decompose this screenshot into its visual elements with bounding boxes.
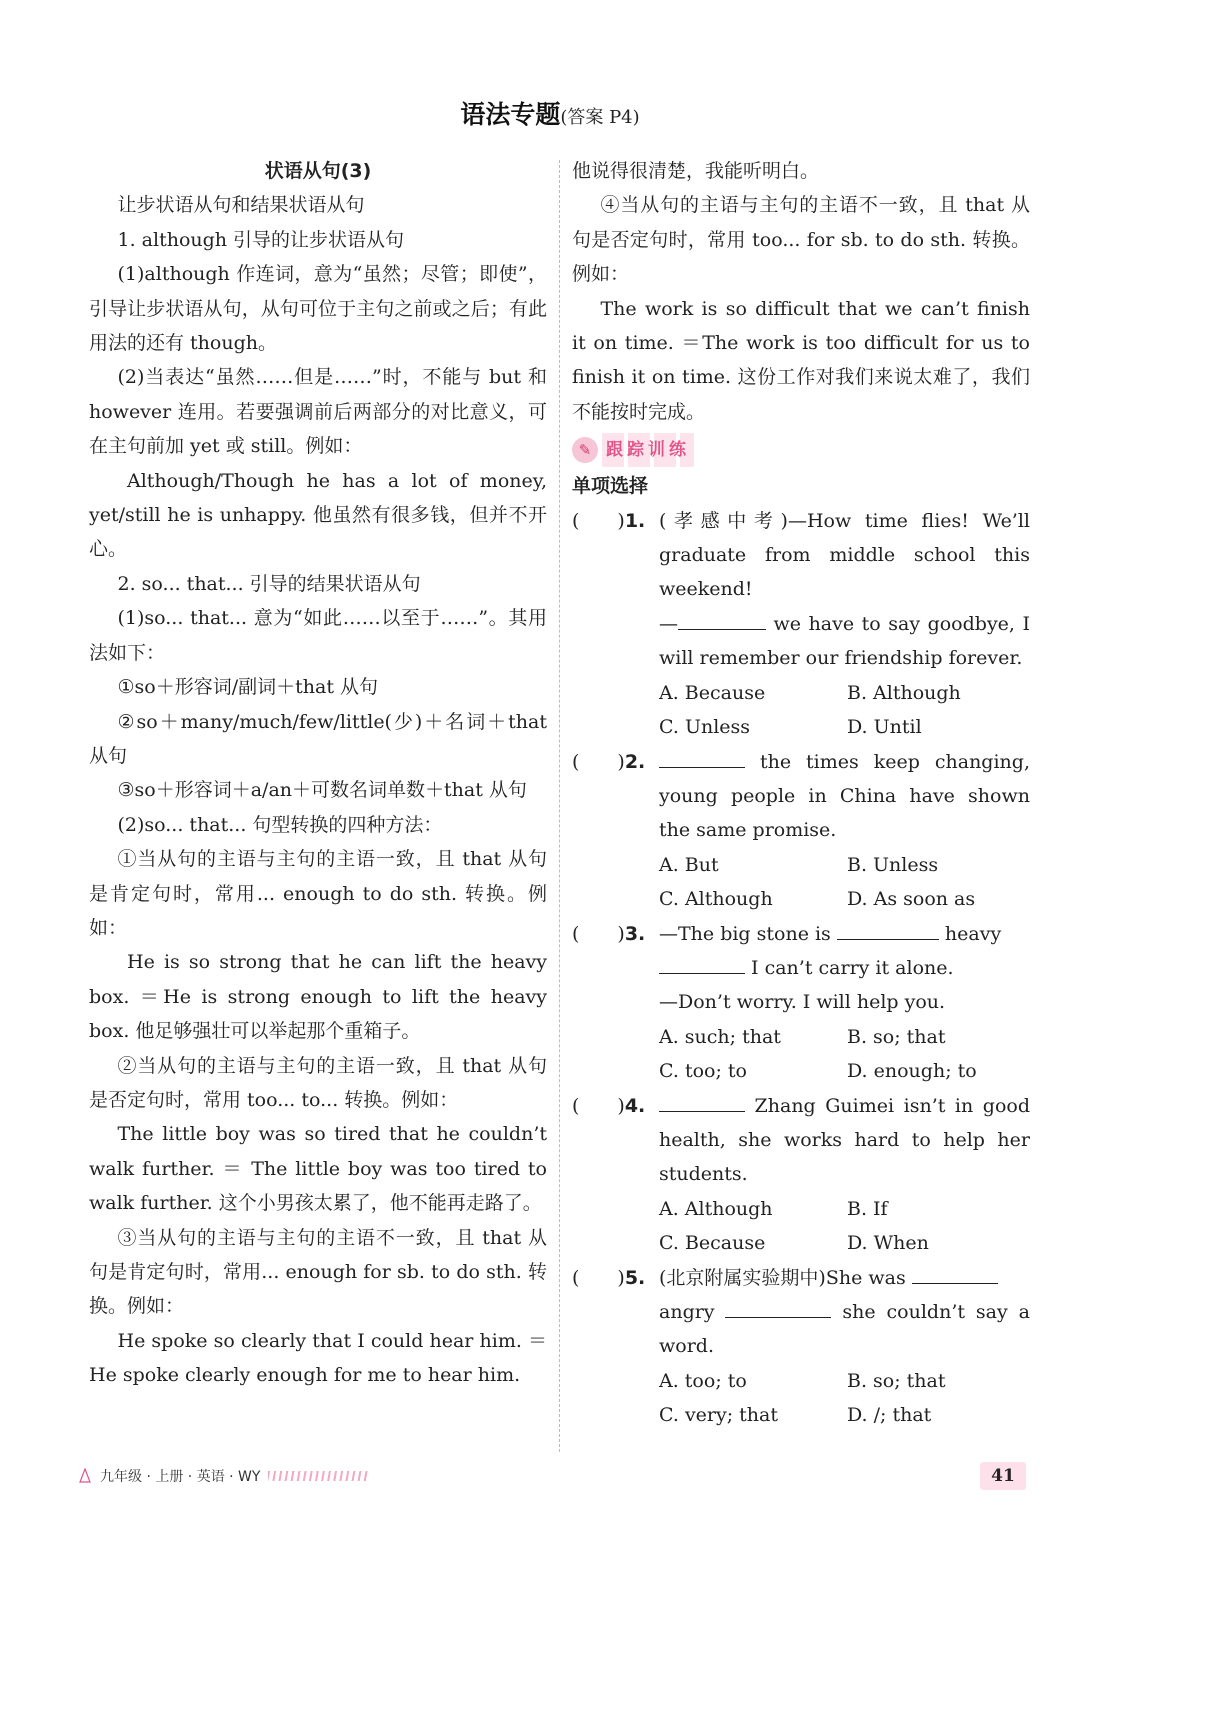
options bbox=[659, 1226, 1030, 1260]
options bbox=[659, 882, 1030, 916]
option-a[interactable]: A. too; to bbox=[659, 1369, 747, 1392]
subheading: 让步状语从句和结果状语从句 bbox=[117, 194, 365, 217]
method-1: ①当从句的主语与主句的主语一致，且 that 从句是肯定句时，常用... enough to do sth. 转换。例如： bbox=[89, 848, 547, 939]
banner-label: 跟踪训练 bbox=[602, 433, 694, 467]
option-d[interactable]: D. When bbox=[847, 1232, 929, 1255]
footer bbox=[78, 1466, 368, 1486]
pattern-3: ③so＋形容词＋a/an＋可数名词单数＋that 从句 bbox=[117, 779, 527, 802]
options bbox=[659, 1398, 1030, 1432]
option-b[interactable]: B. Unless bbox=[847, 853, 939, 876]
right-column bbox=[572, 154, 1030, 1433]
options bbox=[659, 710, 1030, 744]
question-5 bbox=[572, 1261, 1030, 1433]
options bbox=[659, 1364, 1030, 1398]
option-d[interactable]: D. enough; to bbox=[847, 1060, 977, 1083]
left-column bbox=[89, 154, 547, 1393]
question-stem: (北京附属实验期中)She was angry she couldn’t say a word. bbox=[659, 1261, 1030, 1364]
method-4: ④当从句的主语与主句的主语不一致，且 that 从句是否定句时，常用 too... for sb. to do sth. 转换。例如： bbox=[572, 194, 1030, 286]
option-a[interactable]: A. Because bbox=[659, 681, 766, 704]
answer-blank[interactable] bbox=[659, 952, 745, 974]
option-b[interactable]: B. so; that bbox=[847, 1025, 946, 1048]
page-title bbox=[0, 95, 1100, 131]
options bbox=[659, 1054, 1030, 1088]
question-3 bbox=[572, 917, 1030, 1089]
question-1 bbox=[572, 504, 1030, 745]
footer-decoration bbox=[268, 1471, 368, 1481]
option-b[interactable]: B. so; that bbox=[847, 1369, 946, 1392]
answer-blank[interactable] bbox=[912, 1262, 998, 1284]
options bbox=[659, 1192, 1030, 1226]
practice-banner bbox=[572, 433, 1030, 467]
question-stem: (孝感中考)—How time flies! We’ll graduate from middle school this weekend! bbox=[659, 509, 1030, 601]
page-number: 41 bbox=[980, 1462, 1026, 1490]
question-dialog: —Don’t worry. I will help you. bbox=[659, 991, 946, 1014]
rule-1-1: (1)although 作连词，意为“虽然；尽管；即使”，引导让步状语从句，从句可位于主句之前或之后；有此用法的还有 though。 bbox=[89, 263, 547, 355]
example-4: He spoke so clearly that I could hear him. ＝He spoke clearly enough for me to hear him. bbox=[89, 1329, 547, 1387]
answer-paren[interactable]: ( )1. bbox=[572, 509, 646, 532]
option-a[interactable]: A. But bbox=[659, 853, 719, 876]
option-b[interactable]: B. Although bbox=[847, 681, 961, 704]
section-label: 单项选择 bbox=[572, 475, 649, 498]
point-2: 2. so... that... 引导的结果状语从句 bbox=[117, 572, 421, 595]
example-3: The little boy was so tired that he couldn’t walk further. ＝ The little boy was too tired to walk further. 这个小男孩太累了，他不能再走路了。 bbox=[89, 1123, 547, 1215]
example-4-translation: 他说得很清楚，我能听明白。 bbox=[572, 160, 820, 182]
answer-paren[interactable]: ( )5. bbox=[572, 1266, 646, 1289]
question-2 bbox=[572, 745, 1030, 917]
option-a[interactable]: A. Although bbox=[659, 1197, 773, 1220]
rule-2-1: (1)so... that... 意为“如此……以至于……”。其用法如下： bbox=[89, 607, 547, 664]
rule-2-2: (2)so... that... 句型转换的四种方法： bbox=[117, 813, 443, 836]
option-d[interactable]: D. /; that bbox=[847, 1404, 932, 1427]
option-a[interactable]: A. such; that bbox=[659, 1025, 781, 1048]
method-2: ②当从句的主语与主句的主语一致，且 that 从句是否定句时，常用 too... to... 转换。例如： bbox=[89, 1054, 547, 1111]
answer-blank[interactable] bbox=[837, 918, 939, 940]
answer-blank[interactable] bbox=[659, 1090, 745, 1112]
option-c[interactable]: C. too; to bbox=[659, 1060, 747, 1083]
answer-blank[interactable] bbox=[659, 746, 745, 768]
answer-paren[interactable]: ( )2. bbox=[572, 750, 646, 773]
method-3: ③当从句的主语与主句的主语不一致，且 that 从句是肯定句时，常用... enough for sb. to do sth. 转换。例如： bbox=[89, 1226, 547, 1318]
answer-blank[interactable] bbox=[678, 608, 766, 630]
answer-ref: (答案 P4) bbox=[560, 107, 640, 128]
question-stem: — we have to say goodbye, I will remember our friendship forever. bbox=[659, 607, 1030, 676]
option-c[interactable]: C. very; that bbox=[659, 1404, 779, 1427]
option-c[interactable]: C. Unless bbox=[659, 716, 751, 739]
answer-blank[interactable] bbox=[725, 1296, 831, 1318]
question-stem: Zhang Guimei isn’t in good health, she works hard to help her students. bbox=[659, 1089, 1030, 1192]
option-d[interactable]: D. As soon as bbox=[847, 888, 976, 911]
rule-1-2: (2)当表达“虽然……但是……”时，不能与 but 和 however 连用。若要强调前后两部分的对比意义，可在主句前加 yet 或 still。例如： bbox=[89, 366, 547, 458]
pencil-tip-icon bbox=[78, 1468, 92, 1484]
example-2: He is so strong that he can lift the heavy box. ＝He is strong enough to lift the heavy box. 他足够强壮可以举起那个重箱子。 bbox=[89, 951, 547, 1043]
section-heading: 状语从句(3) bbox=[264, 160, 372, 182]
point-1: 1. although 引导的让步状语从句 bbox=[117, 228, 405, 251]
footer-book-info: 九年级 · 上册 · 英语 · WY bbox=[100, 1469, 261, 1485]
answer-paren[interactable]: ( )4. bbox=[572, 1094, 646, 1117]
title-main: 语法专题 bbox=[460, 100, 561, 129]
option-d[interactable]: D. Until bbox=[847, 716, 922, 739]
example-1: Although/Though he has a lot of money, yet/still he is unhappy. 他虽然有很多钱，但并不开心。 bbox=[89, 469, 547, 561]
pattern-1: ①so＋形容词/副词＋that 从句 bbox=[117, 676, 378, 699]
question-4 bbox=[572, 1089, 1030, 1261]
option-b[interactable]: B. If bbox=[847, 1197, 888, 1220]
pencil-icon: ✎ bbox=[572, 437, 598, 463]
column-divider bbox=[559, 160, 560, 1452]
question-stem: —The big stone is heavy I can’t carry it alone. bbox=[659, 917, 1030, 986]
question-stem: the times keep changing, young people in China have shown the same promise. bbox=[659, 745, 1030, 848]
example-5: The work is so difficult that we can’t finish it on time. ＝The work is too difficult for us to finish it on time. 这份工作对我们来说太难了，我们不能按时完成。 bbox=[572, 297, 1030, 423]
options bbox=[659, 1020, 1030, 1054]
option-c[interactable]: C. Although bbox=[659, 888, 773, 911]
option-c[interactable]: C. Because bbox=[659, 1232, 766, 1255]
answer-paren[interactable]: ( )3. bbox=[572, 922, 646, 945]
options bbox=[659, 676, 1030, 710]
pattern-2: ②so＋many/much/few/little(少)＋名词＋that 从句 bbox=[89, 710, 547, 767]
options bbox=[659, 848, 1030, 882]
